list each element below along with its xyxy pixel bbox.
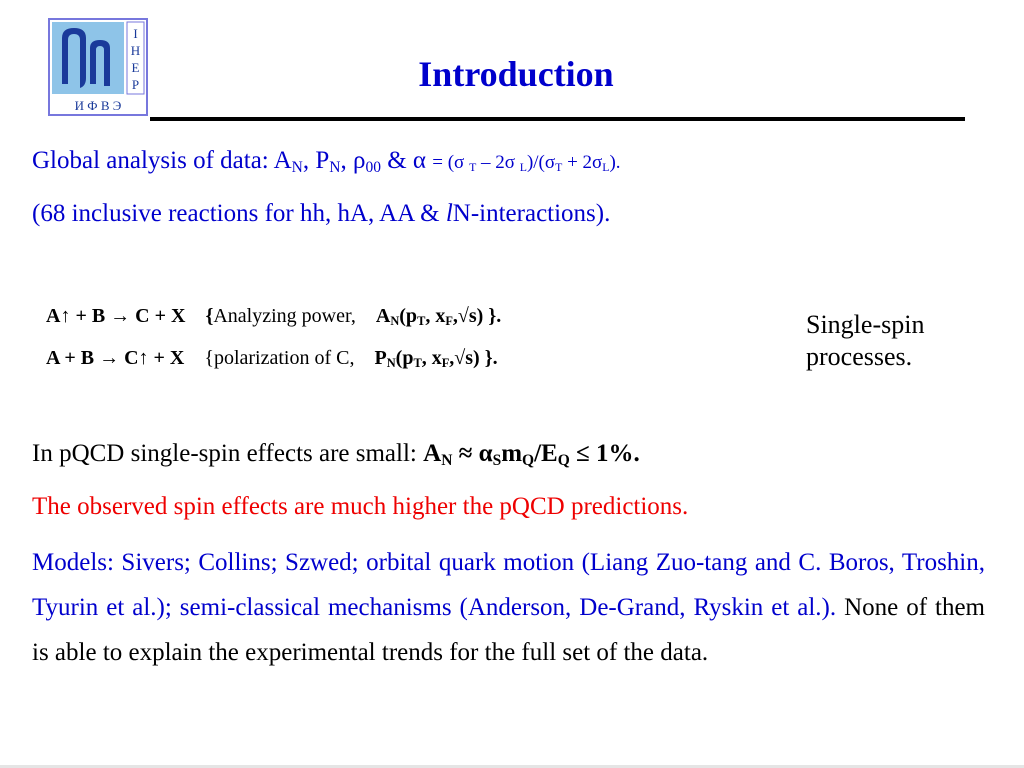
models-paragraph [32,540,985,675]
reactions-count-line: (68 inclusive reactions for hh, hA, AA & lN-interactions). [32,200,611,227]
logo-bottom-text: И Ф В Э [74,98,122,113]
title-divider [150,117,965,121]
reaction-analyzing-power: A↑ + B → C + X {Analyzing power, $A_N(p_T$, $x_F,√s$) }. [46,305,502,329]
logo-letter: H [130,43,141,58]
global-analysis-line: Global analysis of data: $A_N$, $P_N$, $\rho_{00}$ & α = (σ $_T$ – 2σ $_L)/(\sigma_T + 2\sigma_L)$. [32,147,621,176]
observed-effects-line: The observed spin effects are much higher the pQCD predictions. [32,493,689,520]
reaction-polarization: A + B → C↑ + X {polarization of C, $P_N(p_T$, $x_F,√s$) }. [46,347,498,371]
logo-letter: E [131,60,140,75]
models-list: Models: Sivers; Collins; Szwed; orbital quark motion (Liang Zuo-tang and C. Boros, Troshin, Tyurin et al.); semi-classical mechanisms (Anderson, De-Grand, Ryskin et al.). [32,549,985,621]
page-title: Introduction [418,54,614,94]
logo-letter: I [133,26,138,41]
single-spin-note: Single-spin processes. [806,310,925,371]
logo-letter: P [131,77,140,92]
pqcd-estimate-line: In pQCD single-spin effects are small: $A_N \approx \alpha_Sm_Q/E_Q \le 1\%$. [32,440,640,469]
models-conclusion: None of them is able to explain the experimental trends for the full set of the data. [32,594,985,666]
